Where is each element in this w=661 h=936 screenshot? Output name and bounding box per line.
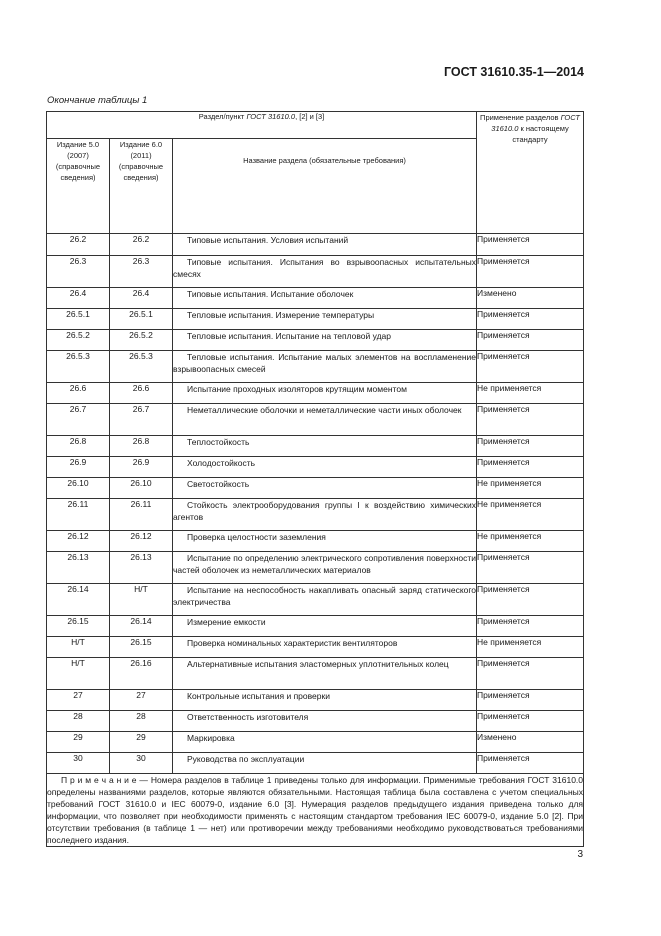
- edition-5-cell: 26.2: [47, 234, 110, 256]
- edition-6-cell: 26.4: [110, 288, 173, 309]
- section-name-text: Теплостойкость: [187, 437, 250, 447]
- section-name-cell: [173, 330, 477, 351]
- edition-6-cell: 26.11: [110, 499, 173, 531]
- table-note: П р и м е ч а н и е — Номера разделов в таблице 1 приведены только для информации. Применимые требования ГОСТ 31610.0 определены названиями разделов, которые являются обязательными. Настоящая таблица была составлена с учетом специальных требований ГОСТ 31610.0 и IEC 60079-0, издание 6.0 [3]. Нумерация разделов предыдущего издания приведена только для информации, что позволяет при необходимости применять с настоящим стандартом требования IEC 60079-0, издание 5.0 [2]. При отсутствии требования (в таблице 1 — нет) или противоречии между требованиями необходимо руководствоваться требованиями последнего издания.: [47, 775, 584, 845]
- section-name-text: Контрольные испытания и проверки: [187, 691, 330, 701]
- application-status-cell: Применяется: [477, 330, 584, 351]
- edition-6-cell: 26.5.2: [110, 330, 173, 351]
- application-status-cell: Применяется: [477, 309, 584, 330]
- section-name-cell: [173, 531, 477, 552]
- section-name-cell: [173, 383, 477, 404]
- section-name-text: Неметаллические оболочки и неметаллические части иных оболочек: [187, 405, 462, 415]
- table-row: [47, 690, 584, 711]
- section-reference-header: Раздел/пункт ГОСТ 31610.0, [2] и [3]: [47, 112, 477, 139]
- application-status-cell: Изменено: [477, 288, 584, 309]
- table-caption: Окончание таблицы 1: [47, 95, 148, 106]
- edition-5-cell: 28: [47, 711, 110, 732]
- edition-6-cell: 26.13: [110, 552, 173, 584]
- edition-5-cell: 26.5.1: [47, 309, 110, 330]
- table-row: [47, 637, 584, 658]
- edition-5-cell: Н/Т: [47, 658, 110, 690]
- section-name-text: Измерение емкости: [187, 617, 266, 627]
- edition-5-cell: Н/Т: [47, 637, 110, 658]
- header-row-top: [47, 112, 584, 139]
- edition-5-cell: 26.9: [47, 457, 110, 478]
- edition-6-cell: 26.9: [110, 457, 173, 478]
- edition-6-cell: 29: [110, 732, 173, 753]
- edition-6-cell: 27: [110, 690, 173, 711]
- section-name-text: Стойкость электрооборудования группы I к воздействию химических агентов: [173, 500, 477, 522]
- table-row: [47, 288, 584, 309]
- section-name-cell: [173, 616, 477, 637]
- section-name-cell: [173, 256, 477, 288]
- section-name-text: Испытание проходных изоляторов крутящим моментом: [187, 384, 407, 394]
- section-name-text: Испытание на неспособность накапливать опасный заряд статического электричества: [173, 585, 477, 607]
- application-status-cell: Применяется: [477, 436, 584, 457]
- edition-5-header: Издание 5.0 (2007) (справочные сведения): [47, 139, 110, 234]
- edition-5-cell: 26.14: [47, 584, 110, 616]
- edition-5-cell: 26.11: [47, 499, 110, 531]
- edition-5-cell: 26.10: [47, 478, 110, 499]
- application-status-cell: Применяется: [477, 658, 584, 690]
- section-name-cell: [173, 552, 477, 584]
- table-row: [47, 330, 584, 351]
- table-row: [47, 383, 584, 404]
- edition-6-cell: 26.15: [110, 637, 173, 658]
- edition-5-cell: 26.5.3: [47, 351, 110, 383]
- application-status-cell: Применяется: [477, 256, 584, 288]
- application-status-cell: Применяется: [477, 690, 584, 711]
- table-row: [47, 404, 584, 436]
- table-row: [47, 457, 584, 478]
- section-name-cell: [173, 457, 477, 478]
- table-row: [47, 531, 584, 552]
- section-name-text: Типовые испытания. Условия испытаний: [187, 235, 349, 245]
- edition-5-cell: 26.15: [47, 616, 110, 637]
- edition-5-cell: 26.5.2: [47, 330, 110, 351]
- edition-6-header: Издание 6.0 (2011) (справочные сведения): [110, 139, 173, 234]
- edition-6-cell: 26.12: [110, 531, 173, 552]
- edition-6-cell: 30: [110, 753, 173, 774]
- section-name-text: Проверка номинальных характеристик вентиляторов: [187, 638, 398, 648]
- section-name-header: Название раздела (обязательные требования): [173, 139, 477, 234]
- application-status-cell: Применяется: [477, 616, 584, 637]
- sections-table: [46, 111, 584, 847]
- edition-6-cell: 28: [110, 711, 173, 732]
- section-name-text: Проверка целостности заземления: [187, 532, 326, 542]
- edition-6-cell: Н/Т: [110, 584, 173, 616]
- table-row: [47, 499, 584, 531]
- application-status-cell: Не применяется: [477, 499, 584, 531]
- section-name-cell: [173, 584, 477, 616]
- application-status-cell: Не применяется: [477, 383, 584, 404]
- application-status-cell: Не применяется: [477, 531, 584, 552]
- edition-5-cell: 26.4: [47, 288, 110, 309]
- section-name-text: Маркировка: [187, 733, 235, 743]
- section-name-cell: [173, 288, 477, 309]
- section-name-cell: [173, 637, 477, 658]
- application-status-cell: Применяется: [477, 457, 584, 478]
- application-status-cell: Применяется: [477, 351, 584, 383]
- section-name-text: Холодостойкость: [187, 458, 256, 468]
- table-row: [47, 436, 584, 457]
- table-row: [47, 256, 584, 288]
- section-name-text: Тепловые испытания. Испытание малых элементов на воспламенение взрывоопасных смесей: [173, 352, 477, 374]
- section-name-text: Светостойкость: [187, 479, 250, 489]
- table-row: [47, 658, 584, 690]
- edition-5-cell: 26.13: [47, 552, 110, 584]
- application-column-header: Применение разделов ГОСТ 31610.0 к настоящему стандарту: [477, 112, 584, 234]
- section-name-cell: [173, 499, 477, 531]
- section-name-cell: [173, 234, 477, 256]
- application-status-cell: Применяется: [477, 552, 584, 584]
- section-name-text: Тепловые испытания. Измерение температуры: [187, 310, 375, 320]
- edition-5-cell: 27: [47, 690, 110, 711]
- page-number: 3: [577, 849, 583, 860]
- table-row: [47, 584, 584, 616]
- section-name-cell: [173, 658, 477, 690]
- application-status-cell: Применяется: [477, 753, 584, 774]
- section-name-cell: [173, 436, 477, 457]
- edition-6-cell: 26.3: [110, 256, 173, 288]
- edition-6-cell: 26.14: [110, 616, 173, 637]
- edition-5-cell: 29: [47, 732, 110, 753]
- application-status-cell: Применяется: [477, 711, 584, 732]
- application-status-cell: Не применяется: [477, 637, 584, 658]
- section-name-text: Типовые испытания. Испытания во взрывоопасных испытательных смесях: [173, 257, 477, 279]
- section-name-cell: [173, 351, 477, 383]
- edition-6-cell: 26.5.1: [110, 309, 173, 330]
- application-status-cell: Применяется: [477, 234, 584, 256]
- application-status-cell: Применяется: [477, 584, 584, 616]
- table-row: [47, 478, 584, 499]
- edition-5-cell: 30: [47, 753, 110, 774]
- edition-5-cell: 26.12: [47, 531, 110, 552]
- table-row: [47, 552, 584, 584]
- section-name-text: Типовые испытания. Испытание оболочек: [187, 289, 354, 299]
- edition-5-cell: 26.6: [47, 383, 110, 404]
- section-name-text: Тепловые испытания. Испытание на тепловой удар: [187, 331, 392, 341]
- section-name-cell: [173, 753, 477, 774]
- section-name-cell: [173, 711, 477, 732]
- section-name-text: Испытание по определению электрического сопротивления поверхности частей оболочек из неметаллических материалов: [173, 553, 477, 575]
- edition-6-cell: 26.8: [110, 436, 173, 457]
- edition-6-cell: 26.6: [110, 383, 173, 404]
- edition-5-cell: 26.7: [47, 404, 110, 436]
- section-name-cell: [173, 478, 477, 499]
- note-row: [47, 774, 584, 847]
- table-row: [47, 234, 584, 256]
- application-status-cell: Применяется: [477, 404, 584, 436]
- section-name-cell: [173, 404, 477, 436]
- edition-6-cell: 26.10: [110, 478, 173, 499]
- edition-6-cell: 26.16: [110, 658, 173, 690]
- table-row: [47, 711, 584, 732]
- standard-number: ГОСТ 31610.35-1—2014: [443, 65, 584, 79]
- section-name-text: Альтернативные испытания эластомерных уплотнительных колец: [187, 659, 449, 669]
- section-name-text: Ответственность изготовителя: [187, 712, 309, 722]
- edition-6-cell: 26.5.3: [110, 351, 173, 383]
- edition-6-cell: 26.7: [110, 404, 173, 436]
- table-row: [47, 351, 584, 383]
- application-status-cell: Не применяется: [477, 478, 584, 499]
- table-row: [47, 753, 584, 774]
- edition-6-cell: 26.2: [110, 234, 173, 256]
- table-row: [47, 616, 584, 637]
- section-name-cell: [173, 309, 477, 330]
- section-name-text: Руководства по эксплуатации: [187, 754, 305, 764]
- edition-5-cell: 26.3: [47, 256, 110, 288]
- section-name-cell: [173, 690, 477, 711]
- application-status-cell: Изменено: [477, 732, 584, 753]
- table-row: [47, 732, 584, 753]
- table-row: [47, 309, 584, 330]
- section-name-cell: [173, 732, 477, 753]
- edition-5-cell: 26.8: [47, 436, 110, 457]
